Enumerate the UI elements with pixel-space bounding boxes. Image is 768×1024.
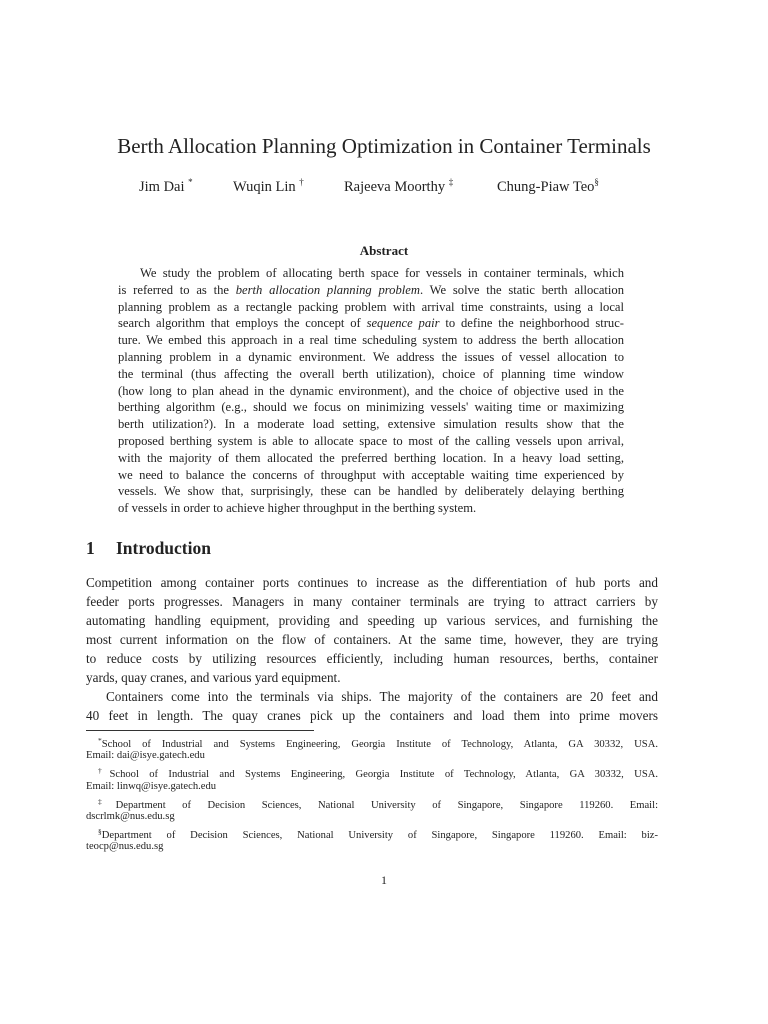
body-line: to reduce costs by utilizing resources efficiently, including human resources, berths, container [86, 651, 658, 666]
author-mark: § [594, 177, 599, 187]
author-mark: * [188, 177, 193, 187]
footnote-line: dscrlmk@nus.edu.sg [86, 810, 175, 822]
abstract-line: We study the problem of allocating berth space for vessels in container terminals, which [140, 266, 624, 280]
abstract-body [118, 265, 624, 517]
body-line: yards, quay cranes, and various yard equipment. [86, 670, 341, 685]
paper-title: Berth Allocation Planning Optimization in Container Terminals [117, 134, 651, 158]
abstract-line: proposed berthing system is able to allocate space to most of the calling vessels upon arrival, [118, 433, 624, 448]
footnote-line [86, 824, 658, 842]
abstract-text: . We solve the static berth allocation [419, 282, 625, 297]
abstract-text: search algorithm that employs the concept of [118, 316, 367, 331]
body-line: automating handling equipment, providing and speeding up various services, and furnishing the [86, 613, 658, 628]
body-line: Containers come into the terminals via ships. The majority of the containers are 20 feet and [106, 689, 658, 704]
footnote-text: School of Industrial and Systems Engineering, Georgia Institute of Technology, Atlanta, GA 30332, USA. [101, 739, 658, 750]
author-mark: ‡ [448, 177, 454, 187]
footnote-line [86, 794, 658, 809]
abstract-text: to define the neighborhood struc- [439, 316, 624, 331]
body-line: most current information on the flow of containers. At the same time, however, they are trying [86, 632, 658, 647]
footnotes [86, 733, 658, 855]
abstract-line: of vessels in order to achieve higher throughput in the berthing system. [118, 501, 477, 516]
abstract-emphasis: sequence pair [366, 316, 440, 331]
abstract-line [118, 282, 624, 299]
footnote-mark: ‡ [98, 796, 116, 806]
abstract-line: we need to balance the concerns of throughput with acceptable waiting time experienced by [118, 467, 624, 482]
author-moorthy [344, 177, 453, 196]
author-name: Chung-Piaw Teo [497, 179, 595, 195]
footnote-text: School of Industrial and Systems Engineering, Georgia Institute of Technology, Atlanta, GA 30332, USA. [109, 769, 659, 781]
author-lin [233, 177, 304, 196]
page-number: 1 [381, 873, 387, 887]
abstract-text: is referred to as the [118, 282, 236, 297]
abstract-line: (how long to plan ahead in the dynamic environment), and the choice of objective used in the [118, 383, 624, 398]
footnote-line: Email: linwq@isye.gatech.edu [86, 780, 217, 792]
abstract-line: ture. We embed this approach in a real time scheduling system to address the berth allocation [118, 333, 624, 348]
author-name: Rajeeva Moorthy [344, 179, 446, 195]
abstract-line: planning problem in a dynamic environment. We address the issues of vessel allocation to [118, 349, 624, 364]
footnote-rule [86, 730, 314, 731]
section-body [86, 573, 658, 725]
abstract-line: with the majority of them allocated the preferred berthing location. In a heavy load setting, [118, 450, 624, 465]
body-line: feeder ports progresses. Managers in many container terminals are trying to attract carriers by [86, 594, 658, 609]
footnote-line: teocp@nus.edu.sg [86, 841, 164, 853]
section-title: Introduction [116, 538, 211, 558]
abstract-line: berthing algorithm (e.g., should we focus on minimizing vessels' waiting time or maximizing [118, 400, 624, 415]
abstract-line: vessels. We show that, surprisingly, these can be handled by deliberately delaying berthing [118, 484, 624, 499]
author-dai [139, 177, 193, 196]
section-heading [86, 538, 211, 559]
abstract-line: the terminal (thus affecting the overall berth utilization), choice of planning time window [118, 366, 624, 381]
abstract-line [118, 315, 624, 332]
footnote-line [86, 733, 658, 748]
body-line: 40 feet in length. The quay cranes pick up the containers and load them into prime movers [86, 708, 658, 723]
author-name: Wuqin Lin [233, 179, 296, 195]
abstract-heading: Abstract [359, 243, 409, 258]
author-list [0, 177, 768, 199]
abstract-emphasis: berth allocation planning problem [235, 282, 420, 297]
author-mark: † [299, 177, 304, 187]
author-teo [497, 177, 599, 196]
footnote-mark: § [98, 827, 102, 837]
footnote-text: Department of Decision Sciences, National University of Singapore, Singapore 119260. Email: biz- [101, 830, 658, 842]
abstract-line: planning problem as a rectangle packing problem with arrival time constraints, using a local [118, 299, 624, 314]
footnote-line [86, 763, 659, 781]
section-number: 1 [86, 538, 95, 558]
footnote-mark: † [98, 766, 110, 776]
abstract-line: berth utilization?). In a moderate load setting, extensive simulation results show that the [118, 417, 624, 432]
footnote-text: Department of Decision Sciences, National University of Singapore, Singapore 119260. Email: [115, 799, 659, 811]
footnote-line: Email: dai@isye.gatech.edu [86, 750, 205, 762]
body-line: Competition among container ports continues to increase as the differentiation of hub ports and [86, 575, 658, 590]
footnote-mark: * [98, 736, 102, 745]
author-name: Jim Dai [139, 179, 185, 195]
